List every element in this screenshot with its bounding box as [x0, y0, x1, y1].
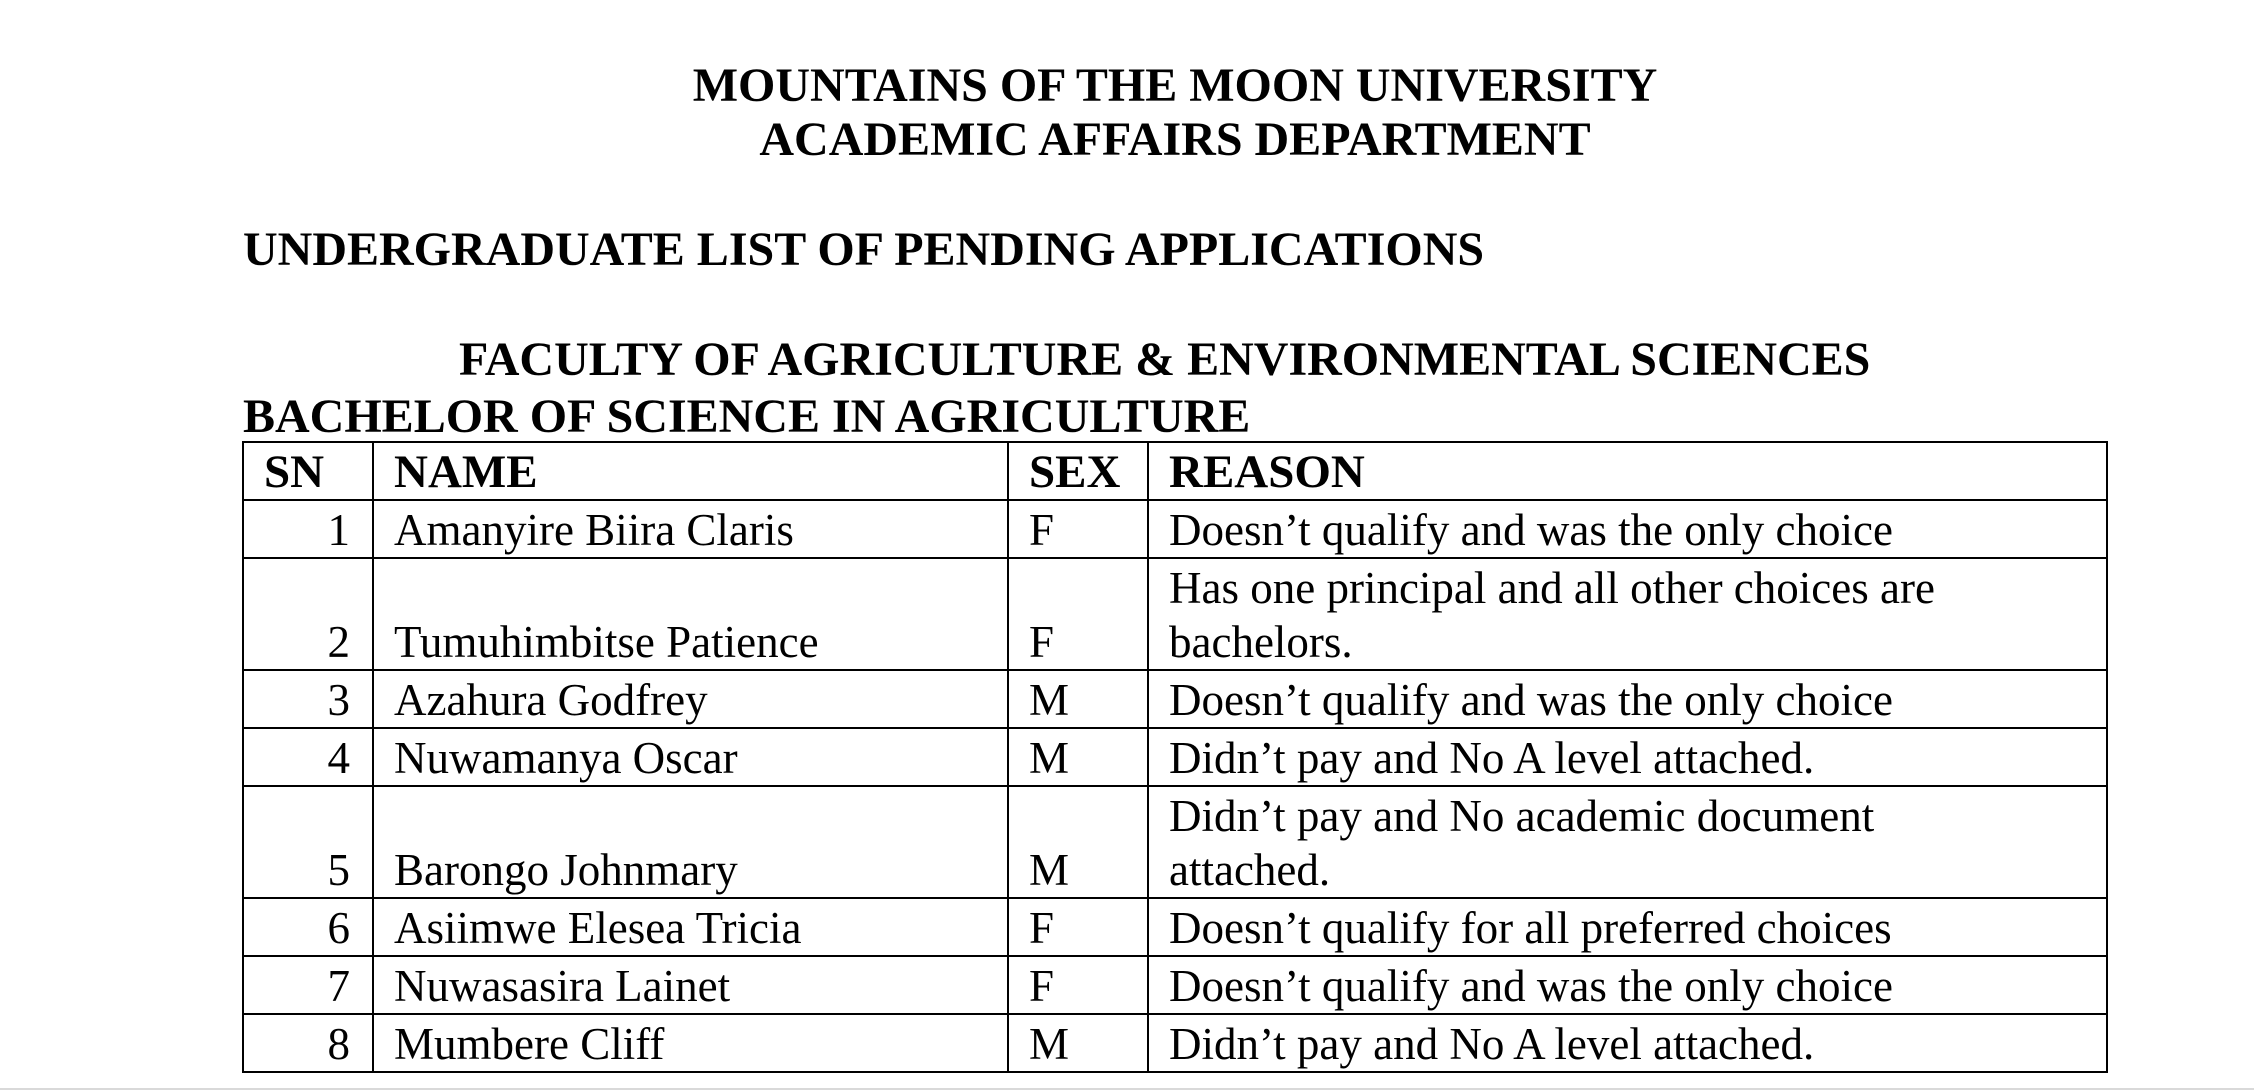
table-row: [243, 728, 2107, 786]
column-header-sex: SEX: [1008, 442, 1148, 500]
cell-reason: Has one principal and all other choices are bachelors.: [1148, 558, 2107, 670]
cell-sex: F: [1008, 898, 1148, 956]
column-header-sn: SN: [243, 442, 373, 500]
program-title: BACHELOR OF SCIENCE IN AGRICULTURE: [243, 390, 1251, 443]
cell-name: Nuwamanya Oscar: [373, 728, 1008, 786]
cell-name: Nuwasasira Lainet: [373, 956, 1008, 1014]
column-header-name: NAME: [373, 442, 1008, 500]
cell-sex: F: [1008, 500, 1148, 558]
cell-name: Asiimwe Elesea Tricia: [373, 898, 1008, 956]
cell-sn: 3: [243, 670, 373, 728]
list-title: UNDERGRADUATE LIST OF PENDING APPLICATIONS: [243, 223, 1485, 276]
cell-sex: F: [1008, 956, 1148, 1014]
column-header-reason: REASON: [1148, 442, 2107, 500]
cell-reason: Doesn’t qualify for all preferred choices: [1148, 898, 2107, 956]
table-row: [243, 786, 2107, 898]
cell-name: Tumuhimbitse Patience: [373, 558, 1008, 670]
table-row: [243, 500, 2107, 558]
cell-reason: Doesn’t qualify and was the only choice: [1148, 670, 2107, 728]
cell-sex: M: [1008, 728, 1148, 786]
cell-sex: M: [1008, 670, 1148, 728]
cell-name: Barongo Johnmary: [373, 786, 1008, 898]
department-title: ACADEMIC AFFAIRS DEPARTMENT: [759, 113, 1591, 166]
cell-sn: 2: [243, 558, 373, 670]
cell-sex: M: [1008, 1014, 1148, 1072]
cell-reason: Didn’t pay and No A level attached.: [1148, 728, 2107, 786]
cell-sex: F: [1008, 558, 1148, 670]
table-row: [243, 898, 2107, 956]
university-title: MOUNTAINS OF THE MOON UNIVERSITY: [692, 59, 1658, 112]
pending-applications-table: [242, 441, 2108, 1073]
cell-sn: 5: [243, 786, 373, 898]
cell-sex: M: [1008, 786, 1148, 898]
cell-sn: 6: [243, 898, 373, 956]
cell-sn: 1: [243, 500, 373, 558]
table-header-row: [243, 442, 2107, 500]
cell-name: Amanyire Biira Claris: [373, 500, 1008, 558]
table-row: [243, 670, 2107, 728]
table-row: [243, 956, 2107, 1014]
cell-sn: 4: [243, 728, 373, 786]
cell-sn: 8: [243, 1014, 373, 1072]
table-row: [243, 558, 2107, 670]
cell-reason: Didn’t pay and No academic document attached.: [1148, 786, 2107, 898]
cell-reason: Doesn’t qualify and was the only choice: [1148, 956, 2107, 1014]
cell-name: Azahura Godfrey: [373, 670, 1008, 728]
table-row: [243, 1014, 2107, 1072]
cell-reason: Doesn’t qualify and was the only choice: [1148, 500, 2107, 558]
cell-reason: Didn’t pay and No A level attached.: [1148, 1014, 2107, 1072]
cell-sn: 7: [243, 956, 373, 1014]
faculty-title: FACULTY OF AGRICULTURE & ENVIRONMENTAL SCIENCES: [459, 333, 1871, 386]
cell-name: Mumbere Cliff: [373, 1014, 1008, 1072]
